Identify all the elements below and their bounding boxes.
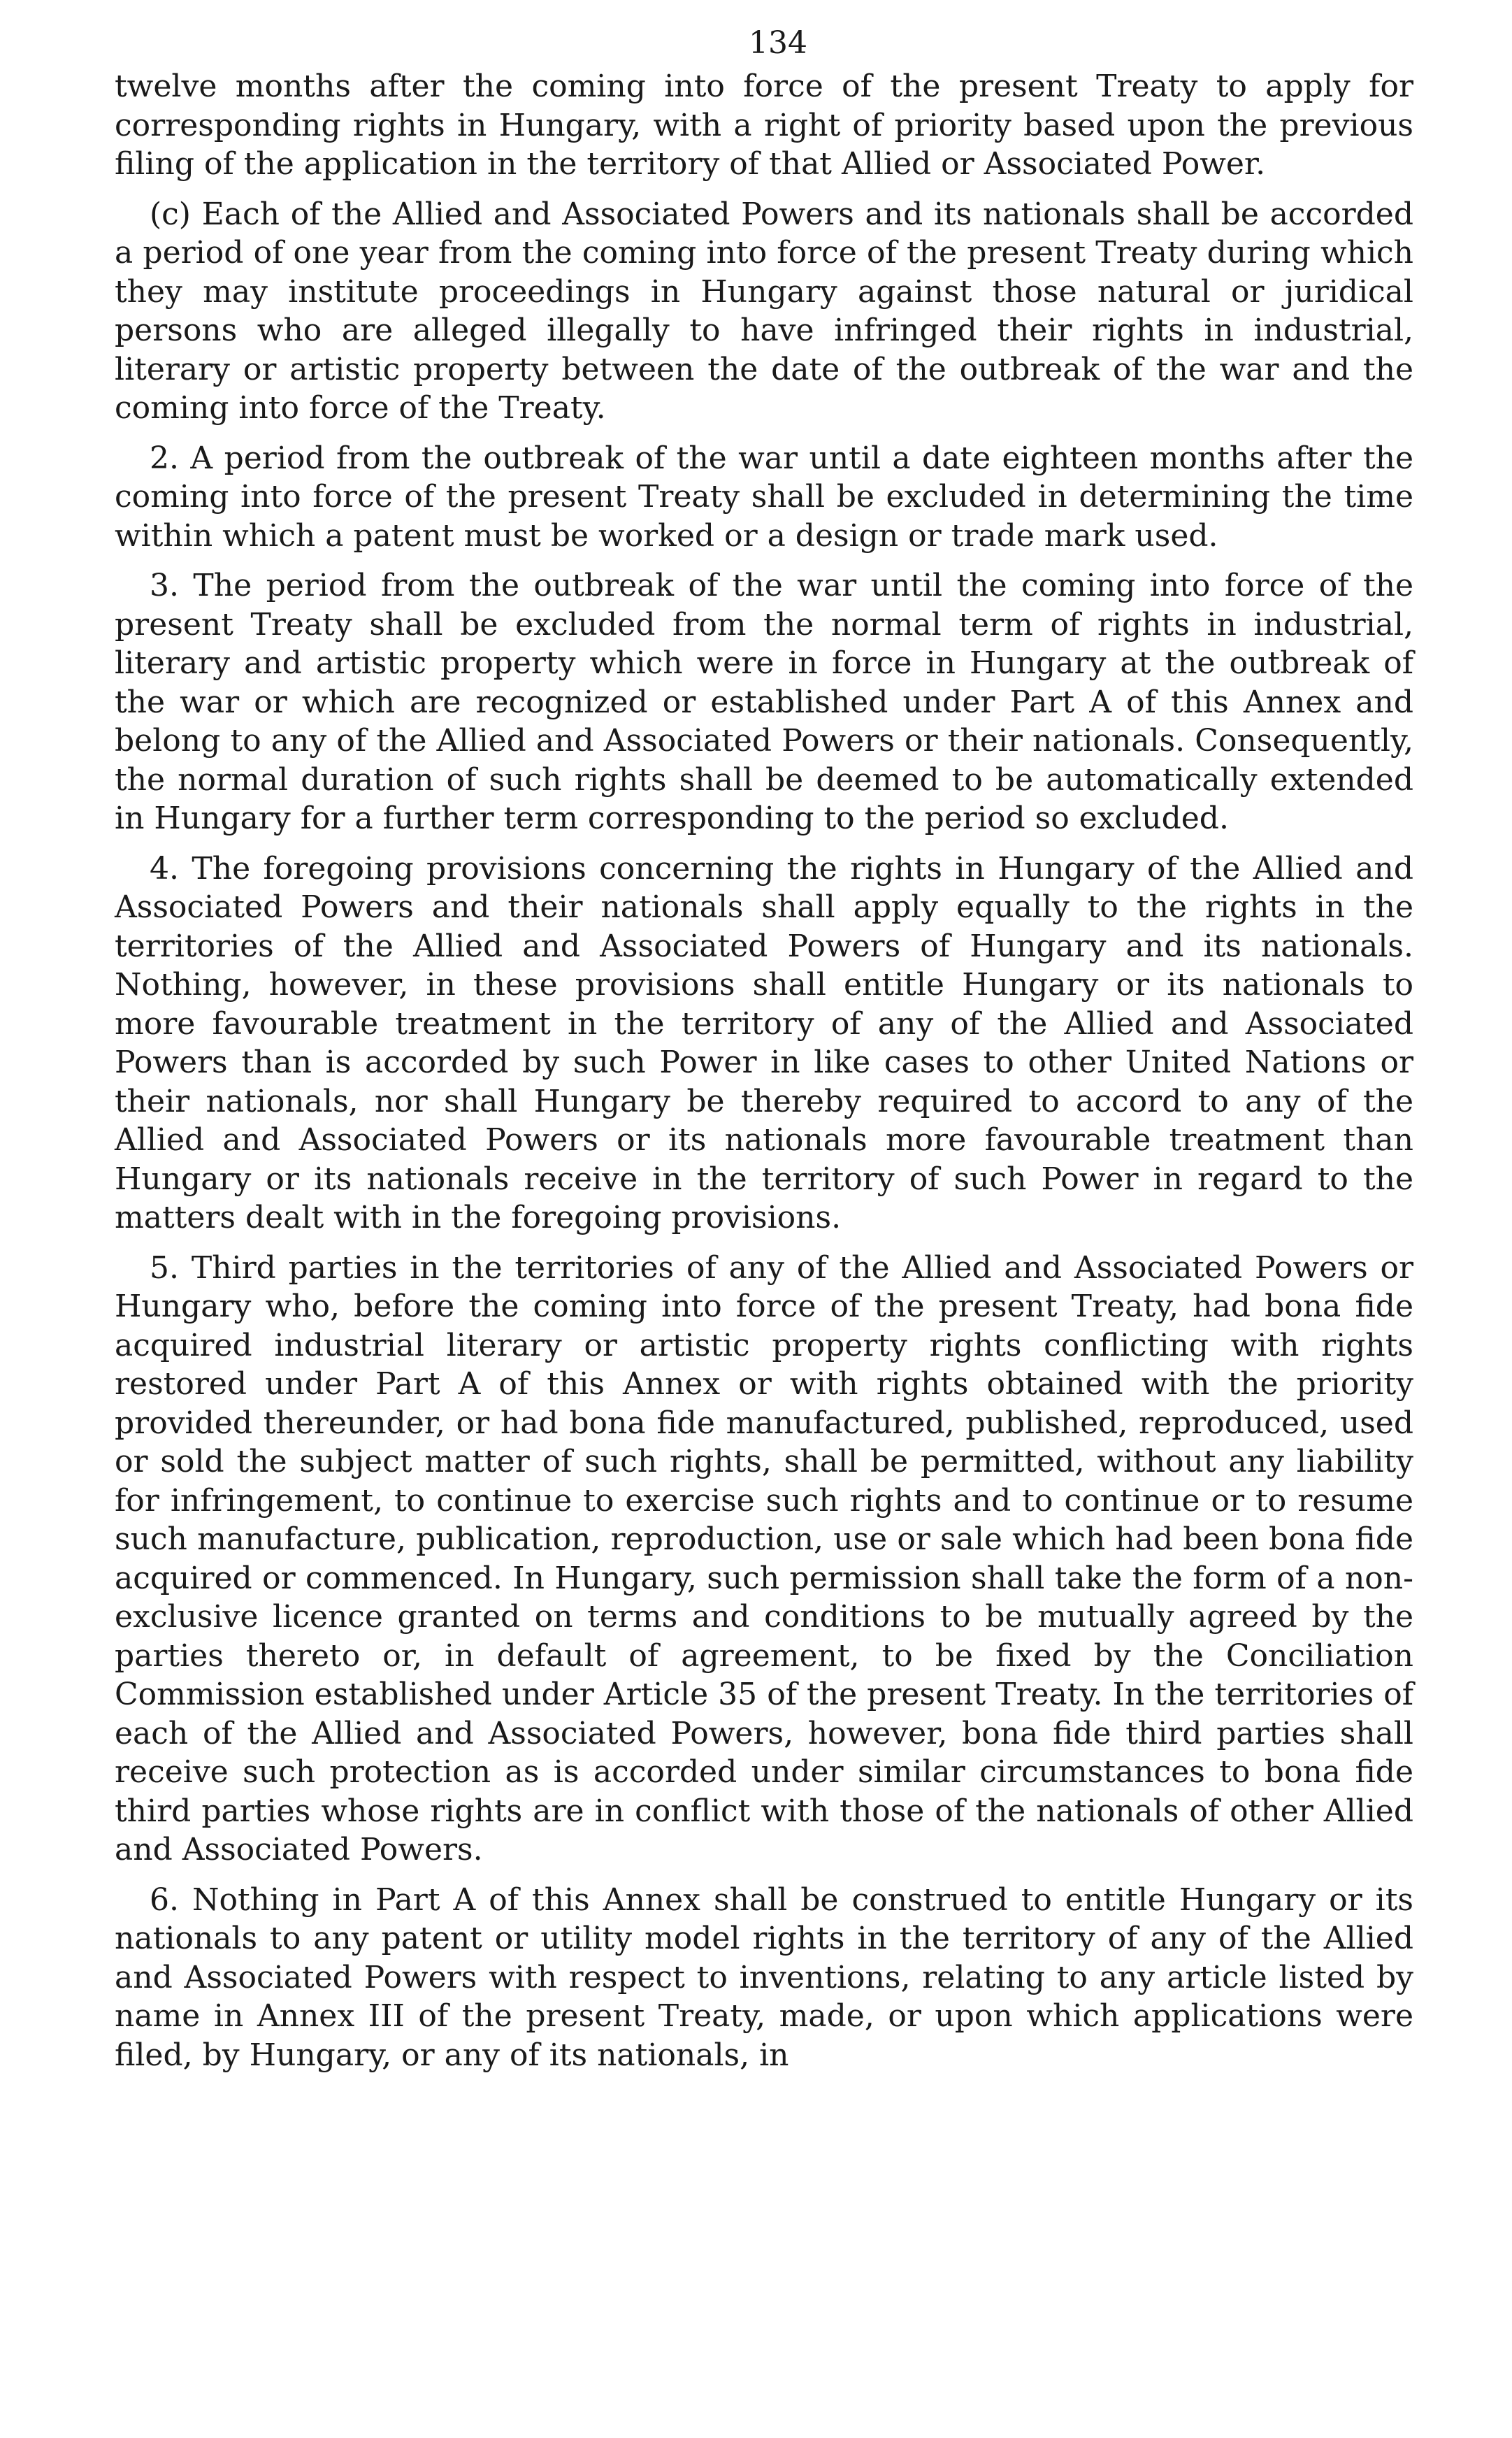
page-number: 134 [749, 25, 807, 61]
paragraph-5: 5. Third parties in the territories of any of the Allied and Associated Powers or Hungary who, before the coming into force of the present Treaty, had bona fide acquired industrial literary or artistic property rights conflicting with rights restored under Part A of this Annex or with rights obtained with the priority provided thereunder, or had bona fide manufactured, published, reproduced, used or sold the subject matter of such rights, shall be permitted, without any liability for infringement, to continue to exercise such rights and to continue or to resume such manufacture, publication, reproduction, use or sale which had been bona fide acquired or commenced. In Hungary, such permission shall take the form of a non-exclusive licence granted on terms and conditions to be mutually agreed by the parties thereto or, in default of agreement, to be fixed by the Conciliation Commission established under Article 35 of the present Treaty. In the territories of each of the Allied and Associated Powers, however, bona fide third parties shall receive such protection as is accorded under similar circumstances to bona fide third parties whose rights are in conflict with those of the nationals of other Allied and Associated Powers. [115, 1249, 1413, 1867]
paragraph-continuation: twelve months after the coming into force of the present Treaty to apply for corresponding rights in Hungary, with a right of priority based upon the previous filing of the application in the territory of that Allied or Associated Power. [115, 69, 1413, 182]
paragraph-2: 2. A period from the outbreak of the war until a date eighteen months after the coming into force of the present Treaty shall be excluded in determining the time within which a patent must be worked or a design or trade mark used. [115, 440, 1413, 554]
paragraph-c: (c) Each of the Allied and Associated Powers and its nationals shall be accorded a period of one year from the coming into force of the present Treaty during which they may institute proceedings in Hungary against those natural or juridical persons who are alleged illegally to have infringed their rights in industrial, literary or artistic property between the date of the outbreak of the war and the coming into force of the Treaty. [115, 196, 1413, 426]
document-page [115, 22, 1413, 2086]
paragraph-4: 4. The foregoing provisions concerning the rights in Hungary of the Allied and Associated Powers and their nationals shall apply equally to the rights in the territories of the Allied and Associated Powers of Hungary and its nationals. Nothing, however, in these provisions shall entitle Hungary or its nationals to more favourable treatment in the territory of any of the Allied and Associated Powers than is accorded by such Power in like cases to other United Nations or their nationals, nor shall Hungary be thereby required to accord to any of the Allied and Associated Powers or its nationals more favourable treatment than Hungary or its nationals receive in the territory of such Power in regard to the matters dealt with in the foregoing provisions. [115, 850, 1413, 1235]
paragraph-6: 6. Nothing in Part A of this Annex shall be construed to entitle Hungary or its nationals to any patent or utility model rights in the territory of any of the Allied and Associated Powers with respect to inventions, relating to any article listed by name in Annex III of the present Treaty, made, or upon which applications were filed, by Hungary, or any of its nationals, in [115, 1881, 1413, 2073]
paragraph-3: 3. The period from the outbreak of the war until the coming into force of the present Treaty shall be excluded from the normal term of rights in industrial, literary and artistic property which were in force in Hungary at the outbreak of the war or which are recognized or established under Part A of this Annex and belong to any of the Allied and Associated Powers or their nationals. Consequently, the normal duration of such rights shall be deemed to be automatically extended in Hungary for a further term corresponding to the period so excluded. [115, 568, 1413, 836]
